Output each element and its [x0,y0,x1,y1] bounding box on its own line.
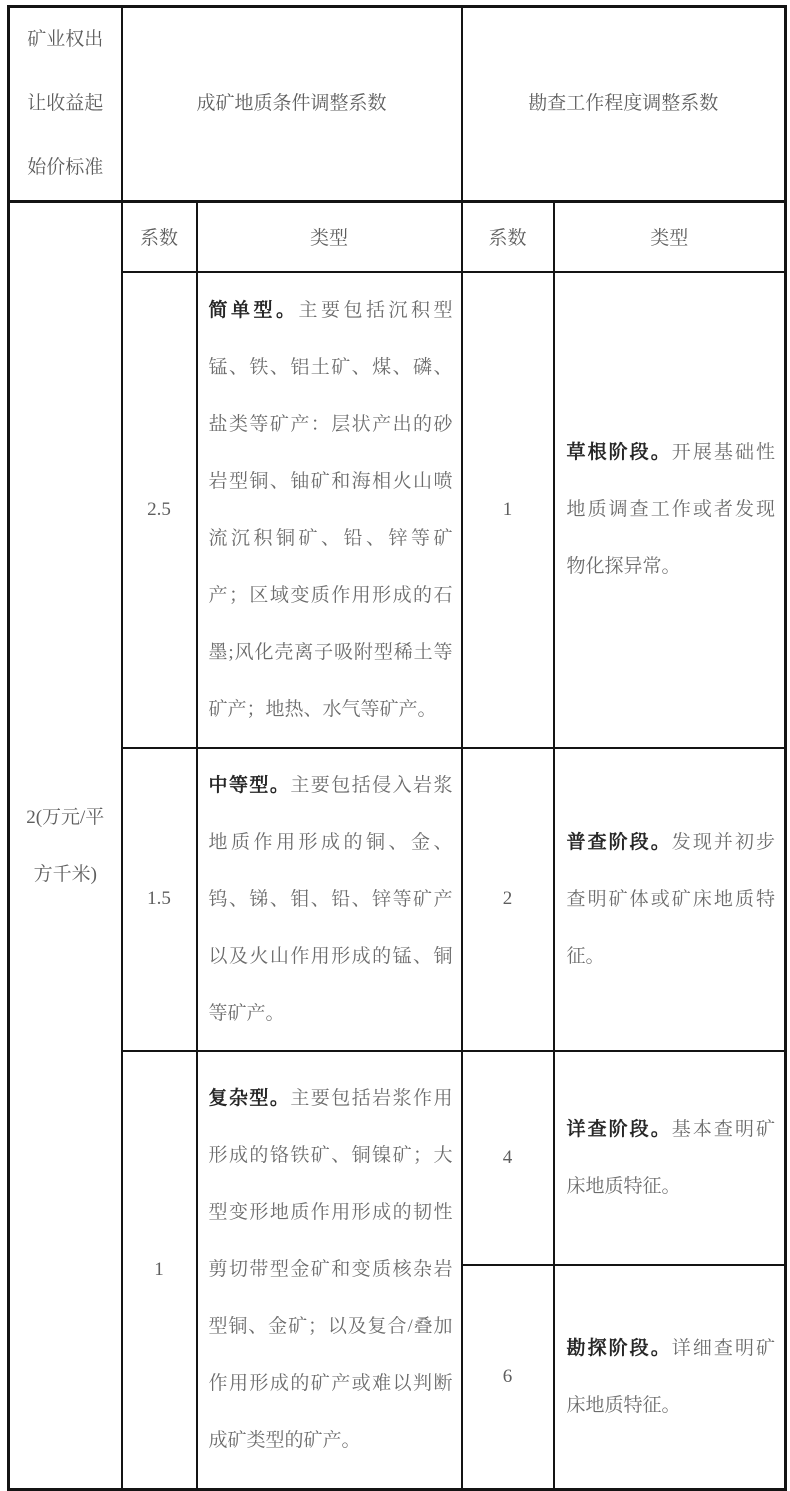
price-standard-header-cell [9,7,122,202]
survey-coefficient-header-cell [462,7,786,202]
geo-coefficient-complex-value: 1 [154,1258,164,1280]
price-standard-value: 2(万元/平方千米) [26,806,105,885]
survey-type-exploration-cell [554,1265,786,1490]
price-standard-value-cell [9,202,122,1490]
geo-type-simple-cell [197,272,462,748]
survey-type-exploration-term: 勘探阶段。 [566,1337,672,1359]
geo-type-complex-term: 复杂型。 [208,1088,291,1110]
geo-coefficient-complex-cell [122,1051,197,1490]
survey-type-general-desc: 发现并初步查明矿体或矿床地质特征。 [566,831,776,967]
survey-type-grassroots-desc: 开展基础性地质调查工作或者发现物化探异常。 [566,442,776,577]
geo-type-subheader-label: 类型 [310,228,349,250]
geo-coefficient-medium-value: 1.5 [147,888,171,909]
survey-type-detailed-desc: 基本查明矿床地质特征。 [566,1118,776,1197]
survey-type-subheader-cell [554,202,786,272]
survey-type-detailed-term: 详查阶段。 [566,1118,672,1140]
survey-type-grassroots-cell [554,272,786,748]
survey-coefficient-general-value: 2 [502,888,513,909]
price-standard-header-label: 矿业权出让收益起始价标准 [27,29,104,178]
geo-coefficient-header-label: 成矿地质条件调整系数 [196,93,387,114]
geo-type-simple-term: 简单型。 [208,299,299,321]
survey-coefficient-exploration-cell [462,1265,554,1490]
geo-coefficient-simple-cell [122,272,197,748]
survey-coefficient-detailed-cell [462,1051,554,1265]
geo-type-complex-desc: 主要包括岩浆作用形成的铬铁矿、铜镍矿；大型变形地质作用形成的韧性剪切带型金矿和变质核杂岩型铜、金矿；以及复合/叠加作用形成的矿产或难以判断成矿类型的矿产。 [208,1088,453,1452]
geo-coefficient-subheader-label: 系数 [139,228,178,250]
survey-type-grassroots-term: 草根阶段。 [566,442,672,463]
geo-coefficient-subheader-cell [122,202,197,272]
table-row [9,272,786,748]
survey-type-exploration-desc: 详细查明矿床地质特征。 [566,1337,776,1416]
geo-type-medium-desc: 主要包括侵入岩浆地质作用形成的铜、金、钨、锑、钼、铅、锌等矿产以及火山作用形成的锰、铜等矿产。 [208,774,453,1024]
geo-coefficient-medium-cell [122,748,197,1051]
survey-type-detailed-cell [554,1051,786,1265]
survey-type-general-cell [554,748,786,1051]
survey-coefficient-detailed-value: 4 [502,1146,513,1168]
table-row [9,748,786,1051]
geo-type-medium-term: 中等型。 [208,774,291,796]
survey-type-subheader-label: 类型 [650,228,689,250]
adjustment-coefficients-table [7,5,787,1491]
survey-coefficient-header-label: 勘查工作程度调整系数 [528,93,719,114]
geo-type-subheader-cell [197,202,462,272]
geo-type-complex-cell [197,1051,462,1490]
survey-type-general-term: 普查阶段。 [566,831,672,853]
survey-coefficient-exploration-value: 6 [502,1365,513,1387]
survey-coefficient-grassroots-value: 1 [502,498,513,520]
survey-coefficient-grassroots-cell [462,272,554,748]
geo-coefficient-header-cell [122,7,462,202]
geo-coefficient-simple-value: 2.5 [147,498,171,520]
table-row [9,1051,786,1265]
survey-coefficient-general-cell [462,748,554,1051]
survey-coefficient-subheader-label: 系数 [488,228,527,250]
survey-coefficient-subheader-cell [462,202,554,272]
geo-type-medium-cell [197,748,462,1051]
header-row [9,7,786,202]
subheader-row [9,202,786,272]
geo-type-simple-desc: 主要包括沉积型锰、铁、铝土矿、煤、磷、盐类等矿产：层状产出的砂岩型铜、铀矿和海相火山喷流沉积铜矿、铅、锌等矿产；区域变质作用形成的石墨;风化壳离子吸附型稀土等矿产；地热、水气等矿产。 [208,299,453,720]
